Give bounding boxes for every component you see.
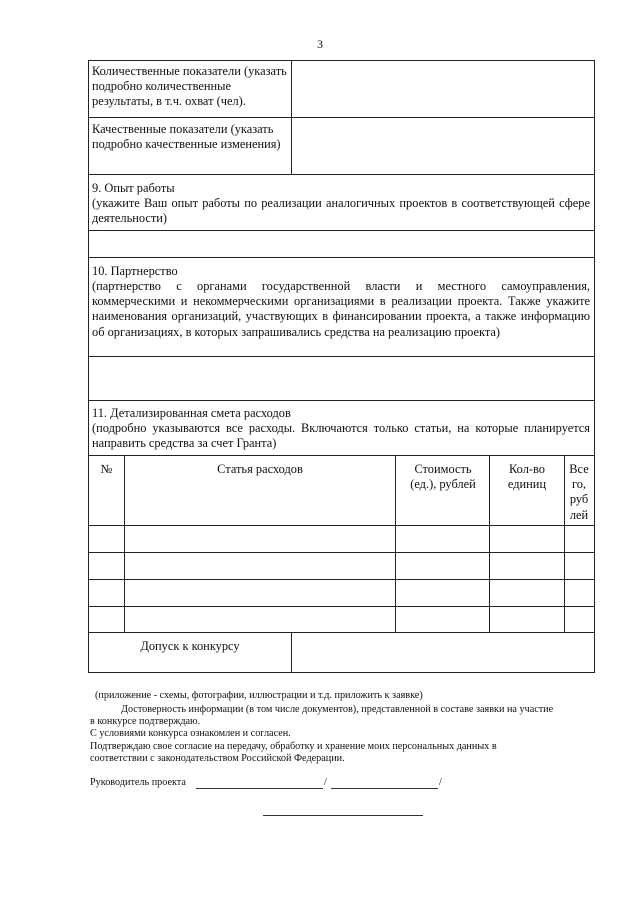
section-10-input[interactable] (89, 357, 594, 400)
signature-line[interactable] (196, 788, 323, 789)
budget-row[interactable] (89, 526, 594, 552)
bottom-line (263, 815, 423, 816)
section-9-input[interactable] (89, 231, 594, 257)
budget-header-quantity: Кол-во единиц (507, 462, 547, 492)
section-9-title: 9. Опыт работы (92, 181, 175, 195)
signature-label: Руководитель проекта (90, 777, 186, 788)
quantitative-indicators-label: Количественные показатели (указать подробно количественные результаты, в т.ч. охват (чел). (92, 64, 287, 109)
table-hline (88, 400, 595, 401)
budget-row[interactable] (89, 553, 594, 579)
table-hline (88, 455, 595, 456)
section-11-description: (подробно указываются все расходы. Включаются только статьи, на которые планируется направить средства за счет Гранта) (92, 421, 590, 451)
table-hline (88, 257, 595, 258)
quantitative-indicators-input[interactable] (292, 61, 594, 117)
qualitative-indicators-input[interactable] (292, 118, 594, 174)
budget-row[interactable] (89, 607, 594, 632)
budget-row[interactable] (89, 580, 594, 606)
budget-header-unit-cost: Стоимость (ед.), рублей (410, 462, 476, 492)
page-number: 3 (317, 37, 323, 51)
data-consent-line-2: соответствии с законодательством Российской Федерации. (90, 753, 345, 764)
admission-label: Допуск к конкурсу (140, 639, 240, 653)
table-hline (88, 174, 595, 175)
table-hline (88, 672, 595, 673)
section-10-title: 10. Партнерство (92, 264, 178, 278)
signature-slash-end: / (439, 777, 442, 788)
signature-name-line[interactable] (331, 788, 438, 789)
section-10-description: (партнерство с органами государственной власти и местного самоуправления, коммерческими и некоммерческими организациями в реализации проекта. Также укажите наименования организаций, участвующих в финансировании проекта, а также информацию об организациях, в которых запрашивались средства на реализацию проекта) (92, 279, 590, 339)
qualitative-indicators-label: Качественные показатели (указать подробно качественные изменения) (92, 122, 281, 152)
table-border-right (594, 60, 595, 673)
section-11-title: 11. Детализированная смета расходов (92, 406, 291, 420)
reliability-statement-line-2: в конкурсе подтверждаю. (90, 716, 201, 727)
appendix-note: (приложение - схемы, фотографии, иллюстрации и т.д. приложить к заявке) (95, 690, 423, 701)
reliability-statement-line-1: Достоверность информации (в том числе документов), представленной в составе заявки на участие (121, 704, 554, 715)
signature-slash: / (324, 777, 327, 788)
budget-header-total: Все го, руб лей (569, 462, 589, 522)
budget-header-item: Статья расходов (217, 462, 303, 476)
data-consent-line-1: Подтверждаю свое согласие на передачу, обработку и хранение моих персональных данных в (90, 741, 497, 752)
budget-header-number: № (100, 462, 113, 476)
admission-input[interactable] (292, 633, 594, 672)
terms-acceptance: С условиями конкурса ознакомлен и согласен. (90, 728, 291, 739)
section-9-description: (укажите Ваш опыт работы по реализации аналогичных проектов в соответствующей сфере деятельности) (92, 196, 590, 226)
